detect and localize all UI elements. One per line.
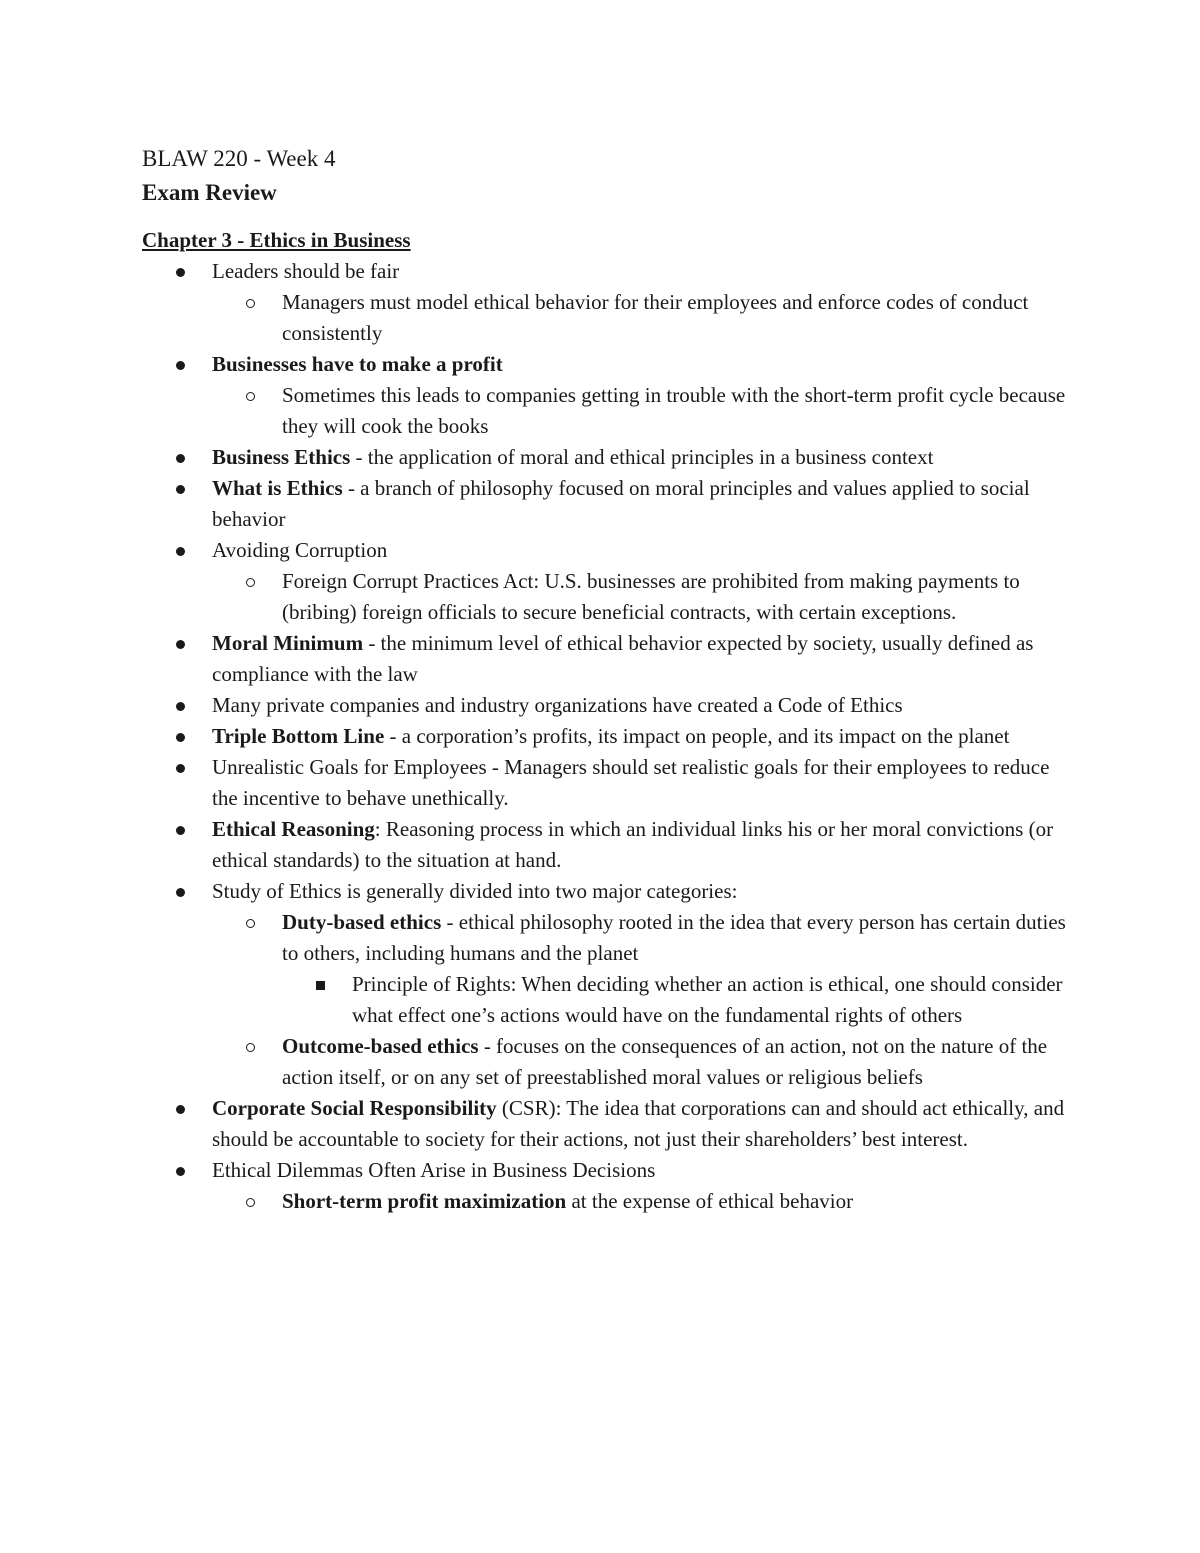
item-text: - the application of moral and ethical principles in a business context (350, 445, 934, 469)
list-item (142, 690, 1072, 721)
bold-term: Corporate Social Responsibility (212, 1096, 497, 1120)
item-text: Foreign Corrupt Practices Act: U.S. businesses are prohibited from making payments to (bribing) foreign officials to secure beneficial contracts, with certain exceptions. (282, 569, 1020, 624)
item-text: Principle of Rights: When deciding whether an action is ethical, one should consider what effect one’s actions would have on the fundamental rights of others (352, 972, 1063, 1027)
list-item (142, 628, 1072, 690)
sub-list-item (212, 1186, 1072, 1217)
disc-bullet-icon (176, 1167, 185, 1176)
list-item (142, 473, 1072, 535)
sub-list (212, 907, 1072, 1093)
item-text: Avoiding Corruption (212, 538, 388, 562)
bullet-outline (142, 256, 1072, 1217)
document-title: BLAW 220 - Week 4 (142, 146, 336, 171)
sub-list (282, 969, 1072, 1031)
document-subtitle: Exam Review (142, 180, 277, 205)
disc-bullet-icon (176, 888, 185, 897)
item-text: Ethical Dilemmas Often Arise in Business Decisions (212, 1158, 656, 1182)
list-item (142, 442, 1072, 473)
circle-bullet-icon (246, 1198, 255, 1207)
list-item (142, 1093, 1072, 1155)
list-item (142, 256, 1072, 349)
sub-sub-list-item (282, 969, 1072, 1031)
disc-bullet-icon (176, 268, 185, 277)
bold-term: Duty-based ethics (282, 910, 442, 934)
item-text: Managers must model ethical behavior for their employees and enforce codes of conduct consistently (282, 290, 1029, 345)
list-item (142, 535, 1072, 628)
bold-term: What is Ethics (212, 476, 343, 500)
item-text: Study of Ethics is generally divided into two major categories: (212, 879, 738, 903)
sub-list (212, 1186, 1072, 1217)
item-text: - ethical philosophy rooted in the idea that every person has certain duties to others, including humans and the planet (282, 910, 1066, 965)
circle-bullet-icon (246, 578, 255, 587)
list-item (142, 752, 1072, 814)
disc-bullet-icon (176, 1105, 185, 1114)
list-item (142, 721, 1072, 752)
bold-term: Business Ethics (212, 445, 351, 469)
item-text: (CSR): The idea that corporations can and should act ethically, and should be accountable to society for their actions, not just their shareholders’ best interest. (212, 1096, 1065, 1151)
bold-term: Businesses have to make a profit (212, 352, 503, 376)
bold-term: Moral Minimum (212, 631, 364, 655)
chapter-heading: Chapter 3 - Ethics in Business (142, 228, 411, 252)
sub-list (212, 566, 1072, 628)
item-text: : Reasoning process in which an individual links his or her moral convictions (or ethical standards) to the situation at hand. (212, 817, 1054, 872)
item-text: Unrealistic Goals for Employees - Managers should set realistic goals for their employees to reduce the incentive to behave unethically. (212, 755, 1050, 810)
item-text: - focuses on the consequences of an action, not on the nature of the action itself, or on any set of preestablished moral values or religious beliefs (282, 1034, 1048, 1089)
disc-bullet-icon (176, 361, 185, 370)
bold-term: Short-term profit maximization (282, 1189, 567, 1213)
disc-bullet-icon (176, 764, 185, 773)
item-text: - a corporation’s profits, its impact on people, and its impact on the planet (384, 724, 1010, 748)
disc-bullet-icon (176, 454, 185, 463)
sub-list-item (212, 287, 1072, 349)
item-text: - a branch of philosophy focused on moral principles and values applied to social behavior (212, 476, 1030, 531)
bold-term: Triple Bottom Line (212, 724, 385, 748)
circle-bullet-icon (246, 919, 255, 928)
disc-bullet-icon (176, 485, 185, 494)
sub-list (212, 287, 1072, 349)
list-item (142, 1155, 1072, 1217)
circle-bullet-icon (246, 299, 255, 308)
sub-list-item (212, 380, 1072, 442)
list-item (142, 814, 1072, 876)
circle-bullet-icon (246, 1043, 255, 1052)
square-bullet-icon (316, 981, 325, 990)
disc-bullet-icon (176, 547, 185, 556)
disc-bullet-icon (176, 640, 185, 649)
item-text: Sometimes this leads to companies getting in trouble with the short-term profit cycle because they will cook the books (282, 383, 1066, 438)
bold-term: Outcome-based ethics (282, 1034, 479, 1058)
sub-list (212, 380, 1072, 442)
disc-bullet-icon (176, 702, 185, 711)
sub-list-item (212, 566, 1072, 628)
item-text: at the expense of ethical behavior (566, 1189, 854, 1213)
bold-term: Ethical Reasoning (212, 817, 375, 841)
disc-bullet-icon (176, 826, 185, 835)
document-page (142, 142, 1072, 1217)
item-text: Many private companies and industry organizations have created a Code of Ethics (212, 693, 903, 717)
sub-list-item (212, 907, 1072, 1031)
item-text: Leaders should be fair (212, 259, 400, 283)
list-item (142, 349, 1072, 442)
list-item (142, 876, 1072, 1093)
circle-bullet-icon (246, 392, 255, 401)
sub-list-item (212, 1031, 1072, 1093)
disc-bullet-icon (176, 733, 185, 742)
item-text: - the minimum level of ethical behavior expected by society, usually defined as compliance with the law (212, 631, 1034, 686)
